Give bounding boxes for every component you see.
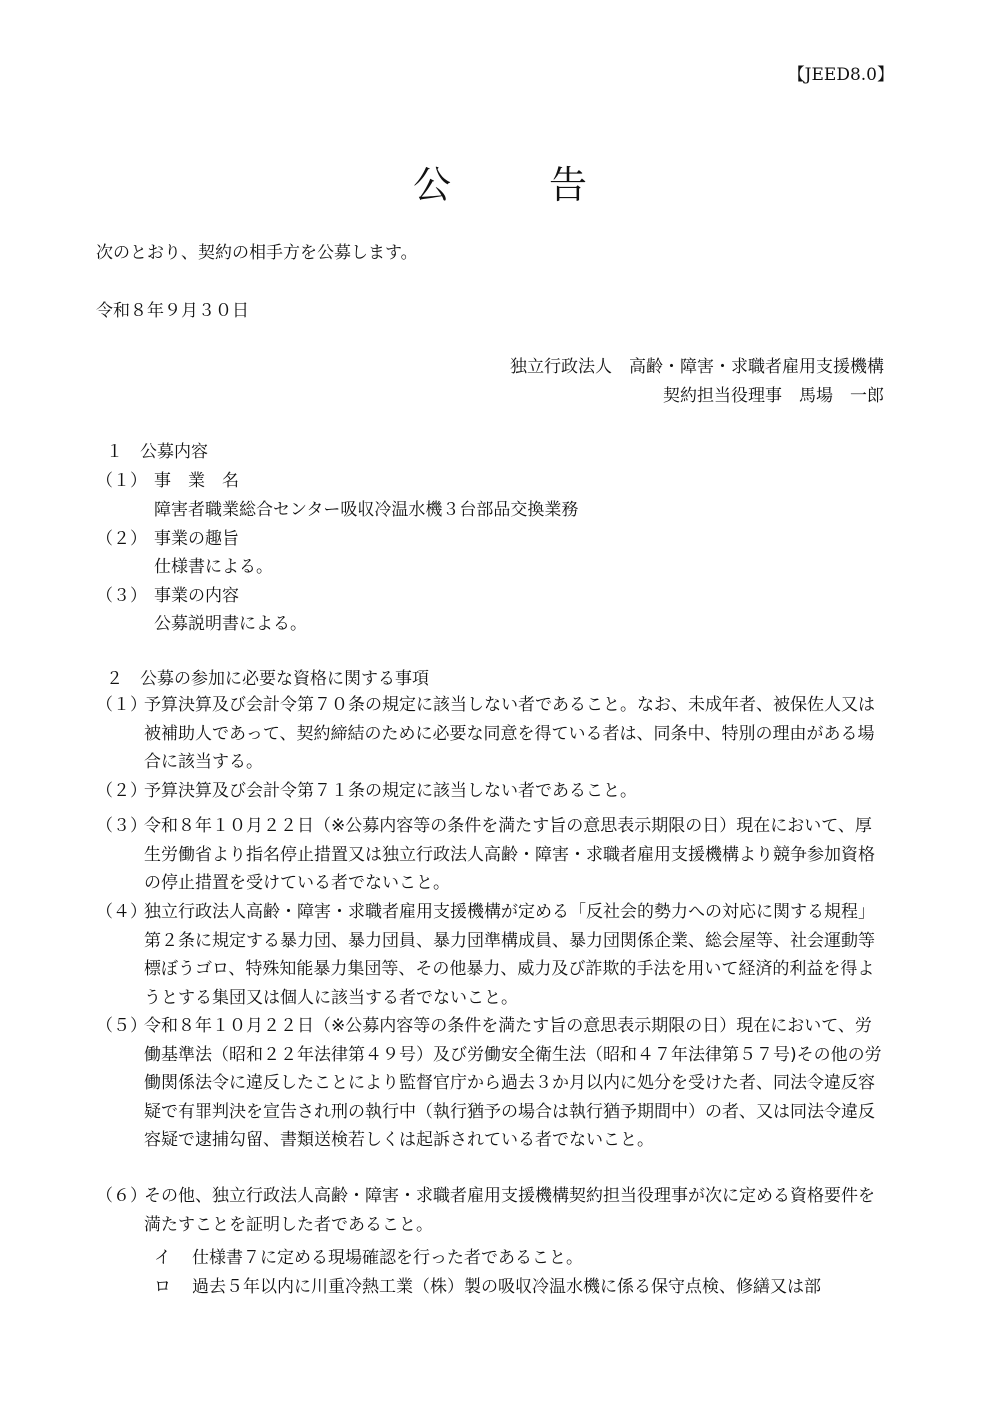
requirement-item	[96, 777, 886, 806]
page-title: 公 告	[412, 163, 617, 207]
item-number: （１）	[96, 471, 147, 491]
item-number: （４）	[96, 902, 147, 922]
section-heading: １ 公募内容	[106, 442, 208, 462]
intro-text: 次のとおり、契約の相手方を公募します。	[96, 243, 418, 263]
item-label: 事 業 名	[154, 471, 239, 491]
item-body: 障害者職業総合センター吸収冷温水機３台部品交換業務	[154, 500, 579, 520]
item-text: 予算決算及び会計令第７１条の規定に該当しない者であること。	[144, 781, 637, 801]
item-number: （５）	[96, 1016, 147, 1036]
item-text: 独立行政法人高齢・障害・求職者雇用支援機構が定める「反社会的勢力への対応に関する規程」第２条に規定する暴力団、暴力団員、暴力団準構成員、暴力団関係企業、総会屋等、社会運動等標ぼうゴロ、特殊知能暴力集団等、その他暴力、威力及び詐欺的手法を用いて経済的利益を得ようとする集団又は個人に該当する者でないこと。	[144, 902, 875, 1008]
issuer-person: 契約担当役理事 馬場 一郎	[663, 386, 884, 406]
section-heading: ２ 公募の参加に必要な資格に関する事項	[106, 669, 429, 689]
sub-item-mark: イ	[154, 1248, 171, 1268]
item-label: 事業の趣旨	[154, 529, 239, 549]
requirement-item	[96, 812, 886, 898]
sub-item-text: 過去５年以内に川重冷熱工業（株）製の吸収冷温水機に係る保守点検、修繕又は部	[192, 1277, 821, 1297]
requirement-item	[96, 691, 886, 777]
item-text: 令和８年１０月２２日（※公募内容等の条件を満たす旨の意思表示期限の日）現在において、厚生労働省より指名停止措置又は独立行政法人高齢・障害・求職者雇用支援機構より競争参加資格の停止措置を受けている者でないこと。	[144, 816, 875, 893]
item-number: （１）	[96, 695, 147, 715]
notice-date: 令和８年９月３０日	[96, 301, 249, 321]
item-text: 予算決算及び会計令第７０条の規定に該当しない者であること。なお、未成年者、被保佐人又は被補助人であって、契約締結のために必要な同意を得ている者は、同条中、特別の理由がある場合に該当する。	[144, 695, 875, 772]
requirement-item	[96, 898, 886, 1012]
item-text: その他、独立行政法人高齢・障害・求職者雇用支援機構契約担当役理事が次に定める資格要件を満たすことを証明した者であること。	[144, 1186, 875, 1235]
item-number: （２）	[96, 781, 147, 801]
issuer-organization: 独立行政法人 高齢・障害・求職者雇用支援機構	[510, 357, 884, 377]
item-body: 公募説明書による。	[154, 614, 307, 634]
requirement-item	[96, 1182, 886, 1239]
item-number: （６）	[96, 1186, 147, 1206]
sub-item-text: 仕様書７に定める現場確認を行った者であること。	[192, 1248, 583, 1268]
item-label: 事業の内容	[154, 586, 239, 606]
item-number: （３）	[96, 586, 147, 606]
document-code: 【JEED8.0】	[787, 65, 894, 85]
requirement-item	[96, 1012, 886, 1155]
item-body: 仕様書による。	[154, 557, 273, 577]
item-number: （３）	[96, 816, 147, 836]
item-number: （２）	[96, 529, 147, 549]
item-text: 令和８年１０月２２日（※公募内容等の条件を満たす旨の意思表示期限の日）現在において、労働基準法（昭和２２年法律第４９号）及び労働安全衛生法（昭和４７年法律第５７号)その他の労働関係法令に違反したことにより監督官庁から過去３か月以内に処分を受けた者、同法令違反容疑で有罪判決を宣告され刑の執行中（執行猶予の場合は執行猶予期間中）の者、又は同法令違反容疑で逮捕勾留、書類送検若しくは起訴されている者でないこと。	[144, 1016, 882, 1150]
sub-item-mark: ロ	[154, 1277, 171, 1297]
